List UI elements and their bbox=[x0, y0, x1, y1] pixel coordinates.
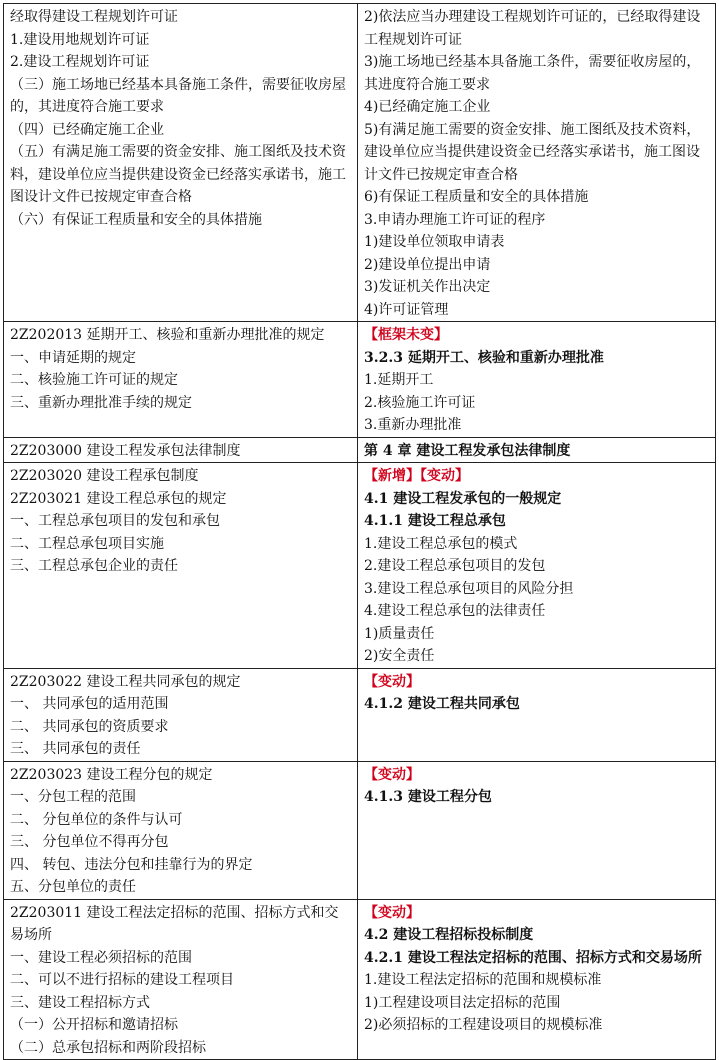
text-line: 五、分包单位的责任 bbox=[10, 879, 136, 895]
text-line: 1.建设用地规划许可证 bbox=[10, 31, 150, 48]
text-line: 1)工程建设项目法定招标的范围 bbox=[364, 994, 561, 1011]
text-line: 经取得建设工程规划许可证 bbox=[10, 9, 178, 25]
change-tag: 【变动】 bbox=[364, 904, 420, 921]
text-line: 1.建设工程总承包的模式 bbox=[364, 535, 518, 552]
section-heading: 4.1 建设工程发承包的一般规定 bbox=[364, 490, 562, 507]
text-line: 二、可以不进行招标的建设工程项目 bbox=[10, 972, 234, 988]
new-edition-cell bbox=[358, 4, 716, 322]
new-edition-cell bbox=[358, 322, 716, 438]
new-edition-cell bbox=[358, 761, 716, 899]
section-heading: 4.1.1 建设工程总承包 bbox=[364, 513, 506, 529]
text-line: 1)质量责任 bbox=[364, 625, 435, 642]
text-line: 2.核验施工许可证 bbox=[364, 394, 476, 411]
change-tag: 【变动】 bbox=[364, 766, 420, 783]
comparison-table bbox=[3, 3, 716, 1060]
new-edition-cell bbox=[358, 437, 716, 463]
text-line: 2)建设单位提出申请 bbox=[364, 256, 491, 273]
text-line: 6)有保证工程质量和安全的具体措施 bbox=[364, 189, 589, 205]
text-line: 二、 共同承包的资质要求 bbox=[10, 718, 169, 735]
text-line: 三、工程总承包企业的责任 bbox=[10, 558, 178, 574]
text-line: 二、 分包单位的条件与认可 bbox=[10, 811, 183, 828]
table-row bbox=[4, 322, 716, 438]
text-line: 1.延期开工 bbox=[364, 372, 434, 388]
table-row bbox=[4, 668, 716, 761]
text-line: 2.建设工程总承包项目的发包 bbox=[364, 558, 546, 574]
new-edition-cell bbox=[358, 668, 716, 761]
table-row bbox=[4, 463, 716, 669]
text-line: 一、建设工程必须招标的范围 bbox=[10, 949, 192, 966]
text-line: 2Z203022 建设工程共同承包的规定 bbox=[10, 673, 241, 690]
old-edition-cell bbox=[4, 437, 358, 463]
old-edition-cell bbox=[4, 322, 358, 438]
text-line: 3)施工场地已经基本具备施工条件，需要征收房屋的，其进度符合施工要求 bbox=[364, 54, 701, 93]
text-line: 4)已经确定施工企业 bbox=[364, 99, 491, 115]
text-line: 3.重新办理批准 bbox=[364, 417, 462, 433]
section-heading: 4.1.3 建设工程分包 bbox=[364, 789, 492, 805]
text-line: 3.建设工程总承包项目的风险分担 bbox=[364, 580, 574, 597]
section-heading: 3.2.3 延期开工、核验和重新办理批准 bbox=[364, 349, 604, 366]
old-edition-cell bbox=[4, 4, 358, 322]
new-edition-cell bbox=[358, 463, 716, 669]
section-heading: 4.2.1 建设工程法定招标的范围、招标方式和交易场所 bbox=[364, 949, 702, 966]
text-line: 4)许可证管理 bbox=[364, 301, 449, 318]
change-tag: 【变动】 bbox=[364, 673, 420, 690]
table-row bbox=[4, 4, 716, 322]
text-line: （二）总承包招标和两阶段招标 bbox=[10, 1039, 206, 1056]
text-line: 一、 共同承包的适用范围 bbox=[10, 696, 169, 712]
text-line: 3)发证机关作出决定 bbox=[364, 279, 491, 295]
text-line: （五）有满足施工需要的资金安排、施工图纸及技术资料，建设单位应当提供建设资金已经落实承诺书，施工图设计文件已按规定审查合格 bbox=[10, 144, 346, 205]
table-row bbox=[4, 761, 716, 899]
text-line: 一、分包工程的范围 bbox=[10, 789, 136, 805]
section-heading: 4.1.2 建设工程共同承包 bbox=[364, 696, 520, 712]
text-line: 2)必须招标的工程建设项目的规模标准 bbox=[364, 1017, 603, 1033]
text-line: （六）有保证工程质量和安全的具体措施 bbox=[10, 211, 262, 228]
old-edition-cell bbox=[4, 668, 358, 761]
old-edition-cell bbox=[4, 761, 358, 899]
text-line: 三、建设工程招标方式 bbox=[10, 994, 150, 1011]
table-row bbox=[4, 899, 716, 1060]
section-heading: 4.2 建设工程招标投标制度 bbox=[364, 927, 534, 943]
section-heading: 第 4 章 建设工程发承包法律制度 bbox=[364, 442, 571, 459]
comparison-table-body bbox=[4, 4, 716, 1060]
text-line: 2Z202013 延期开工、核验和重新办理批准的规定 bbox=[10, 327, 325, 343]
text-line: 2Z203021 建设工程总承包的规定 bbox=[10, 490, 227, 507]
text-line: 2Z203011 建设工程法定招标的范围、招标方式和交易场所 bbox=[10, 904, 339, 943]
table-row bbox=[4, 437, 716, 463]
text-line: 2.建设工程规划许可证 bbox=[10, 54, 150, 70]
text-line: 2)依法应当办理建设工程规划许可证的，已经取得建设工程规划许可证 bbox=[364, 9, 701, 48]
text-line: 2)安全责任 bbox=[364, 648, 435, 664]
text-line: 三、重新办理批准手续的规定 bbox=[10, 394, 192, 411]
text-line: 2Z203023 建设工程分包的规定 bbox=[10, 766, 213, 783]
text-line: 2Z203020 建设工程承包制度 bbox=[10, 468, 199, 484]
old-edition-cell bbox=[4, 899, 358, 1060]
text-line: 三、 分包单位不得再分包 bbox=[10, 834, 169, 850]
text-line: 1.建设工程法定招标的范围和规模标准 bbox=[364, 972, 602, 988]
change-tag: 【新增】【变动】 bbox=[364, 468, 469, 484]
text-line: 一、申请延期的规定 bbox=[10, 349, 136, 366]
text-line: 2Z203000 建设工程发承包法律制度 bbox=[10, 442, 241, 459]
new-edition-cell bbox=[358, 899, 716, 1060]
text-line: 4.建设工程总承包的法律责任 bbox=[364, 603, 546, 619]
text-line: 1)建设单位领取申请表 bbox=[364, 234, 505, 250]
text-line: 二、核验施工许可证的规定 bbox=[10, 372, 178, 388]
change-tag: 【框架未变】 bbox=[364, 327, 448, 343]
text-line: （三）施工场地已经基本具备施工条件，需要征收房屋的，其进度符合施工要求 bbox=[10, 76, 346, 115]
text-line: 一、工程总承包项目的发包和承包 bbox=[10, 513, 220, 529]
text-line: （一）公开招标和邀请招标 bbox=[10, 1017, 178, 1033]
text-line: （四）已经确定施工企业 bbox=[10, 121, 164, 138]
text-line: 四、 转包、违法分包和挂靠行为的界定 bbox=[10, 856, 253, 873]
text-line: 三、 共同承包的责任 bbox=[10, 741, 141, 757]
text-line: 二、工程总承包项目实施 bbox=[10, 535, 164, 552]
text-line: 5)有满足施工需要的资金安排、施工图纸及技术资料，建设单位应当提供建设资金已经落实承诺书，施工图设计文件已按规定审查合格 bbox=[364, 121, 701, 183]
old-edition-cell bbox=[4, 463, 358, 669]
text-line: 3.申请办理施工许可证的程序 bbox=[364, 211, 546, 228]
